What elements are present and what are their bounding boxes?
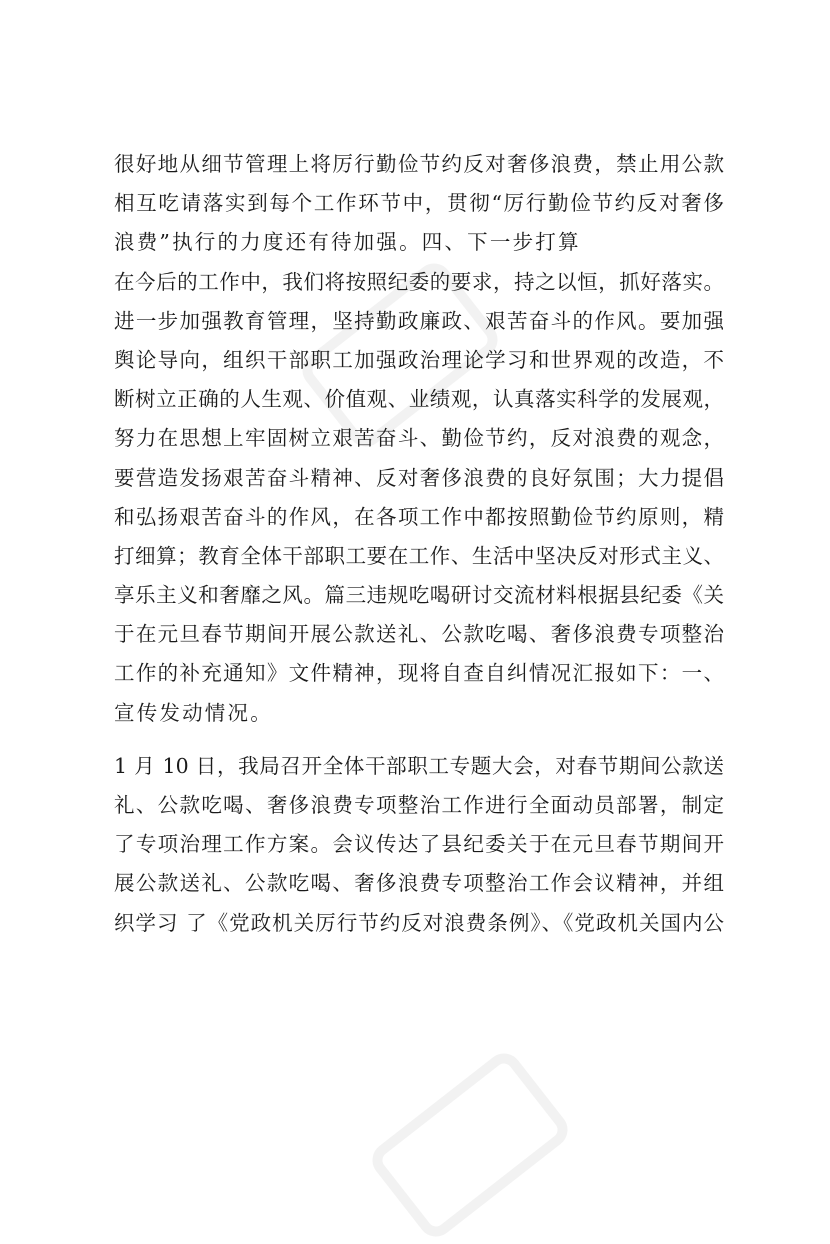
- text-line: 礼、公款吃喝、奢侈浪费专项整治工作进行全面动员部署，制定: [114, 793, 724, 817]
- paragraph: [114, 747, 724, 943]
- text-line: 宣传发动情况。: [114, 700, 273, 725]
- text-line: 工作的补充通知》文件精神，现将自查自纠情况汇报如下：一、: [114, 661, 724, 686]
- text-line: 相互吃请落实到每个工作环节中，贯彻“厉行勤俭节约反对奢侈: [114, 191, 724, 216]
- text-line: 舆论导向，组织干部职工加强政治理论学习和世界观的改造，不: [114, 347, 724, 372]
- text-line: 于在元旦春节期间开展公款送礼、公款吃喝、奢侈浪费专项整治: [114, 622, 724, 647]
- document-body: [114, 145, 724, 943]
- text-line: 1 月 10 日，我局召开全体干部职工专题大会，对春节期间公款送: [114, 753, 724, 778]
- paragraph: [114, 263, 724, 733]
- paragraph: [114, 145, 724, 263]
- text-line: 要营造发扬艰苦奋斗精神、反对奢侈浪费的良好氛围；大力提倡: [114, 465, 724, 490]
- text-line: 断树立正确的人生观、价值观、业绩观，认真落实科学的发展观，: [114, 387, 724, 412]
- text-line: 浪费”执行的力度还有待加强。四、下一步打算: [114, 230, 581, 255]
- text-line: 展公款送礼、公款吃喝、奢侈浪费专项整治工作会议精神，并组: [114, 871, 724, 896]
- text-line: 在今后的工作中，我们将按照纪委的要求，持之以恒，抓好落实。: [114, 269, 724, 294]
- text-line: 织学习 了《党政机关厉行节约反对浪费条例》、《党政机关国内公: [114, 910, 724, 935]
- watermark-logo: [365, 1046, 575, 1244]
- text-line: 打细算；教育全体干部职工要在工作、生活中坚决反对形式主义、: [114, 543, 724, 568]
- text-line: 很好地从细节管理上将厉行勤俭节约反对奢侈浪费，禁止用公款: [114, 152, 724, 176]
- text-line: 享乐主义和奢靡之风。篇三违规吃喝研讨交流材料根据县纪委《关: [114, 583, 724, 608]
- paragraph-gap: [114, 733, 724, 747]
- text-line: 努力在思想上牢固树立艰苦奋斗、勤俭节约，反对浪费的观念，: [114, 426, 724, 451]
- text-line: 进一步加强教育管理，坚持勤政廉政、艰苦奋斗的作风。要加强: [114, 308, 724, 333]
- text-line: 了专项治理工作方案。会议传达了县纪委关于在元旦春节期间开: [114, 832, 724, 857]
- text-line: 和弘扬艰苦奋斗的作风，在各项工作中都按照勤俭节约原则，精: [114, 504, 724, 529]
